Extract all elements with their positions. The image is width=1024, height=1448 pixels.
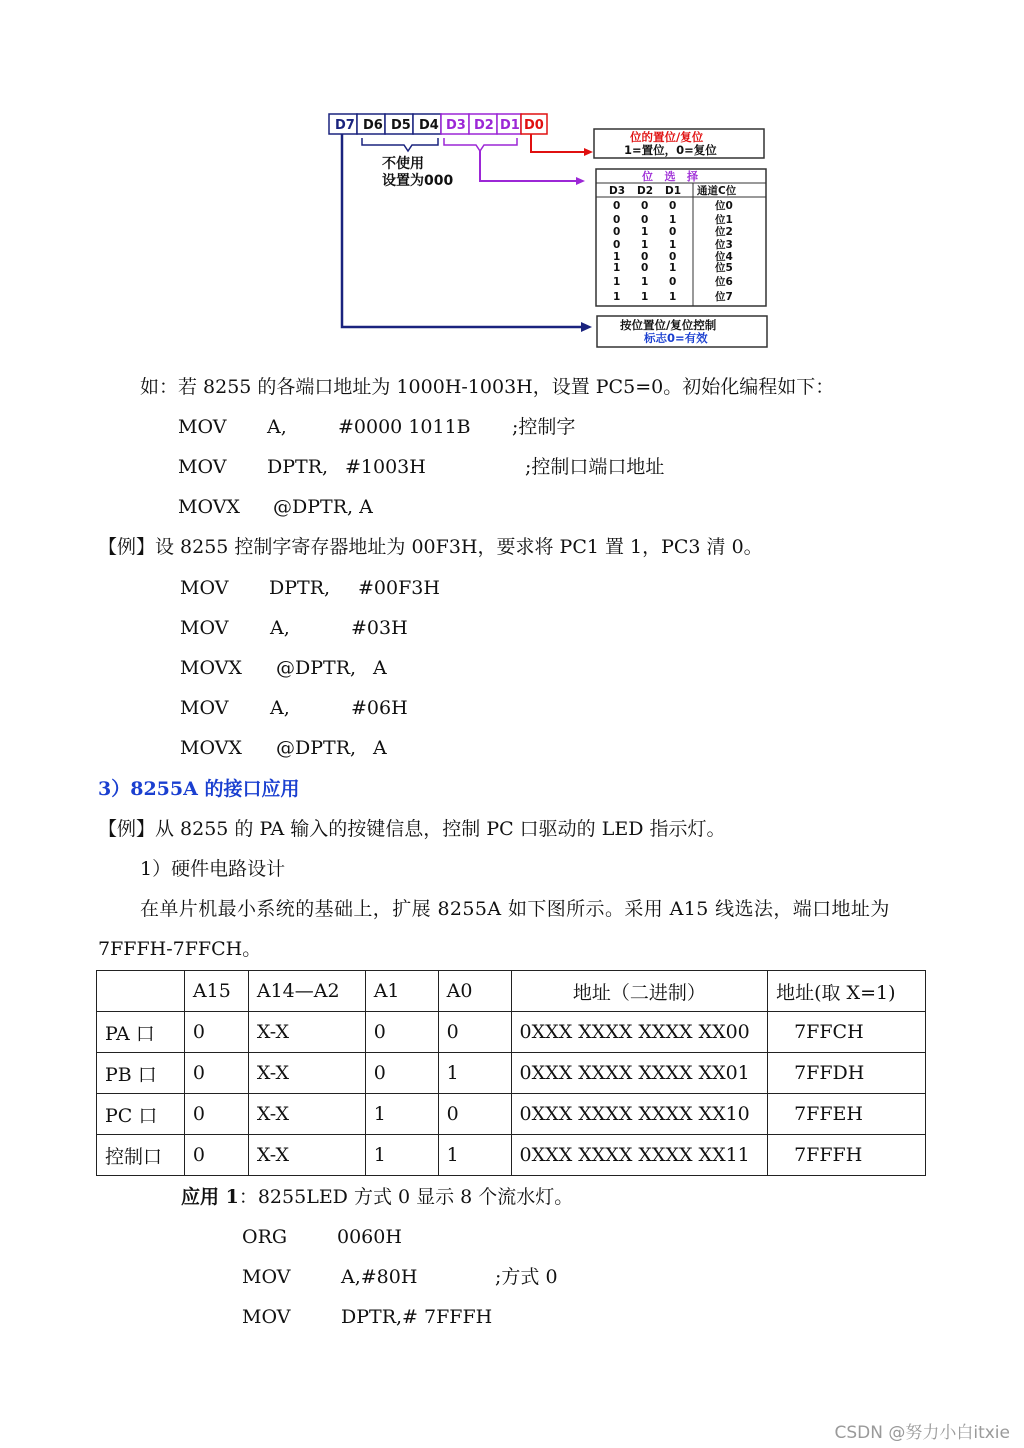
table-cell: X-X <box>248 1094 365 1135</box>
table-cell: 0XXX XXXX XXXX XX11 <box>511 1135 768 1176</box>
select-brace <box>444 138 517 151</box>
table-cell: 7FFEH <box>768 1094 926 1135</box>
table-header: 地址（二进制） <box>511 971 768 1012</box>
code-arg: DPTR,# 7FFFH <box>341 1306 493 1328</box>
application-1-label: 应用 1 <box>181 1186 239 1208</box>
select-row: 0 <box>641 200 649 212</box>
code-op: MOVX <box>178 496 240 518</box>
select-row: 1 <box>669 214 677 226</box>
select-row: 1 <box>641 226 649 238</box>
table-cell: PC 口 <box>97 1094 185 1135</box>
select-arrow <box>480 151 578 181</box>
bit-d1: D1 <box>500 118 520 133</box>
select-row: 0 <box>669 200 677 212</box>
select-row: 0 <box>613 214 621 226</box>
table-cell: PB 口 <box>97 1053 185 1094</box>
bit-d6: D6 <box>363 118 383 133</box>
table-cell: 0 <box>184 1012 248 1053</box>
set-reset-desc: 1=置位，0=复位 <box>624 143 717 157</box>
table-cell: X-X <box>248 1012 365 1053</box>
code-arg: A <box>373 657 387 679</box>
flag-title: 按位置位/复位控制 <box>620 318 717 332</box>
bit-d3: D3 <box>446 118 466 133</box>
select-row: 位3 <box>715 239 733 251</box>
code-op: MOVX <box>180 737 242 759</box>
select-row: 位7 <box>715 291 733 303</box>
table-header <box>97 971 185 1012</box>
code-comment: ;控制字 <box>512 416 576 438</box>
table-cell: 0 <box>184 1053 248 1094</box>
code-comment: ;方式 0 <box>495 1266 558 1288</box>
table-cell: 7FFCH <box>768 1012 926 1053</box>
table-cell: 7FFDH <box>768 1053 926 1094</box>
table-header: 地址(取 X=1) <box>768 971 926 1012</box>
select-header-d1: D1 <box>665 185 682 197</box>
table-cell: 1 <box>438 1053 511 1094</box>
table-cell: 1 <box>365 1094 438 1135</box>
bit-d2: D2 <box>474 118 494 133</box>
section-heading: 3）8255A 的接口应用 <box>98 778 300 800</box>
code-arg: A, <box>267 416 287 438</box>
table-cell: PA 口 <box>97 1012 185 1053</box>
select-row: 0 <box>641 251 649 263</box>
step-1-text: 1）硬件电路设计 <box>140 858 286 880</box>
select-row: 1 <box>641 239 649 251</box>
bit-d4: D4 <box>419 118 439 133</box>
select-row: 0 <box>641 214 649 226</box>
code-op: MOVX <box>180 657 242 679</box>
paragraph-line-1: 在单片机最小系统的基础上，扩展 8255A 如下图所示。采用 A15 线选法，端口地址为 <box>140 898 890 920</box>
address-table <box>96 970 926 1176</box>
code-arg: #0000 1011B <box>338 416 471 438</box>
table-cell: 0XXX XXXX XXXX XX10 <box>511 1094 768 1135</box>
select-row: 位4 <box>715 251 733 263</box>
code-op: MOV <box>242 1266 291 1288</box>
select-row: 1 <box>669 291 677 303</box>
table-header: A15 <box>184 971 248 1012</box>
bit-d7: D7 <box>335 118 355 133</box>
select-title: 位 选 择 <box>642 170 698 183</box>
bit-d0: D0 <box>524 118 544 133</box>
unused-note-line1: 不使用 <box>382 156 424 172</box>
select-row: 0 <box>613 200 621 212</box>
table-row <box>97 1012 926 1053</box>
select-row: 1 <box>613 251 621 263</box>
code-arg: #00F3H <box>358 577 440 599</box>
table-row <box>97 1135 926 1176</box>
select-row: 0 <box>613 239 621 251</box>
code-arg: DPTR, <box>269 577 331 599</box>
code-arg: DPTR, <box>267 456 329 478</box>
table-header: A14—A2 <box>248 971 365 1012</box>
code-arg: @DPTR, <box>276 657 357 679</box>
table-cell: 0 <box>438 1094 511 1135</box>
code-arg: @DPTR, <box>276 737 357 759</box>
select-row: 位6 <box>715 276 733 288</box>
select-row: 1 <box>613 276 621 288</box>
code-arg: @DPTR, A <box>273 496 373 518</box>
code-op: ORG <box>242 1226 288 1248</box>
code-arg: A <box>373 737 387 759</box>
select-row: 0 <box>669 251 677 263</box>
table-cell: 0XXX XXXX XXXX XX01 <box>511 1053 768 1094</box>
table-cell: 7FFFH <box>768 1135 926 1176</box>
select-header-d3: D3 <box>609 185 626 197</box>
unused-brace <box>362 138 438 151</box>
select-row: 1 <box>641 276 649 288</box>
code-arg: A, <box>270 697 290 719</box>
table-cell: 1 <box>365 1135 438 1176</box>
select-row: 1 <box>669 262 677 274</box>
table-cell: X-X <box>248 1053 365 1094</box>
application-1-desc: ：8255LED 方式 0 显示 8 个流水灯。 <box>238 1186 574 1208</box>
watermark: CSDN @努力小白itxie <box>834 1423 1010 1443</box>
select-header-d2: D2 <box>637 185 654 197</box>
select-row: 0 <box>669 226 677 238</box>
table-cell: X-X <box>248 1135 365 1176</box>
code-arg: #03H <box>351 617 408 639</box>
select-row: 位5 <box>715 262 733 274</box>
table-cell: 控制口 <box>97 1135 185 1176</box>
select-row: 位1 <box>715 214 733 226</box>
code-op: MOV <box>180 577 229 599</box>
code-op: MOV <box>178 416 227 438</box>
select-row: 1 <box>613 291 621 303</box>
select-row: 位2 <box>715 226 733 238</box>
table-cell: 0 <box>184 1094 248 1135</box>
code-arg: A,#80H <box>341 1266 418 1288</box>
select-header-bit: 通道C位 <box>697 185 737 197</box>
table-row <box>97 1094 926 1135</box>
application-1-text <box>181 1185 573 1209</box>
table-cell: 1 <box>438 1135 511 1176</box>
select-row: 0 <box>641 262 649 274</box>
select-row: 0 <box>669 276 677 288</box>
code-arg: A, <box>270 617 290 639</box>
table-header: A0 <box>438 971 511 1012</box>
table-cell: 0XXX XXXX XXXX XX00 <box>511 1012 768 1053</box>
select-row: 1 <box>669 239 677 251</box>
code-op: MOV <box>178 456 227 478</box>
set-reset-title: 位的置位/复位 <box>630 130 704 144</box>
select-row: 1 <box>613 262 621 274</box>
paragraph-line-2: 7FFFH-7FFCH。 <box>98 938 262 960</box>
table-cell: 0 <box>365 1053 438 1094</box>
code-arg: #06H <box>351 697 408 719</box>
select-row: 位0 <box>715 200 733 212</box>
set-reset-arrow <box>531 134 586 152</box>
flag-arrow <box>342 134 582 327</box>
table-cell: 0 <box>184 1135 248 1176</box>
code-arg: 0060H <box>337 1226 402 1248</box>
bit-control-diagram <box>320 105 780 355</box>
table-row <box>97 1053 926 1094</box>
example-2-text: 【例】从 8255 的 PA 输入的按键信息，控制 PC 口驱动的 LED 指示灯。 <box>98 818 726 840</box>
intro-text: 如：若 8255 的各端口地址为 1000H-1003H，设置 PC5=0。初始化编程如下： <box>140 376 835 398</box>
code-op: MOV <box>180 697 229 719</box>
example-1-text: 【例】设 8255 控制字寄存器地址为 00F3H，要求将 PC1 置 1，PC3 清 0。 <box>98 536 763 558</box>
flag-desc: 标志0=有效 <box>644 331 708 345</box>
table-header-row <box>97 971 926 1012</box>
code-op: MOV <box>242 1306 291 1328</box>
select-row: 0 <box>613 226 621 238</box>
code-arg: #1003H <box>345 456 426 478</box>
table-cell: 0 <box>365 1012 438 1053</box>
bit-boxes <box>329 114 547 134</box>
bit-d5: D5 <box>391 118 411 133</box>
table-header: A1 <box>365 971 438 1012</box>
table-cell: 0 <box>438 1012 511 1053</box>
unused-note-line2: 设置为000 <box>382 173 454 189</box>
code-comment: ;控制口端口地址 <box>525 456 665 478</box>
code-op: MOV <box>180 617 229 639</box>
select-row: 1 <box>641 291 649 303</box>
